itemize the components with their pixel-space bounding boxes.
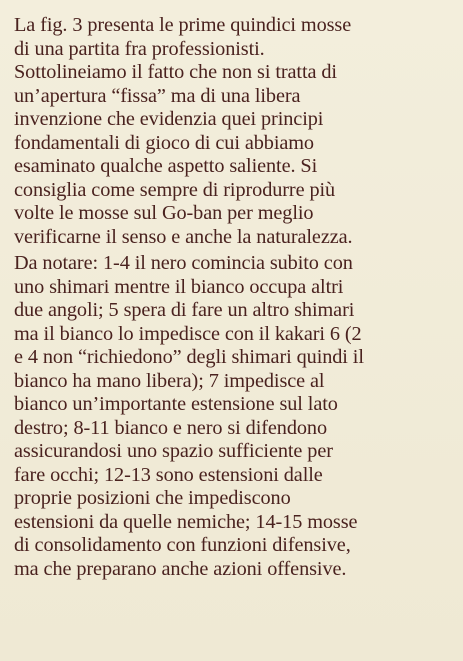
text-line: estensioni da quelle nemiche; 14-15 mosse xyxy=(14,510,358,533)
text-line: e 4 non “richiedono” degli shimari quindi il xyxy=(14,346,364,368)
text-line: verificarne il senso e anche la naturalezza. xyxy=(14,225,353,248)
text-line: invenzione che evidenzia quei principi xyxy=(14,108,324,130)
text-line: assicurandosi uno spazio sufficiente per xyxy=(14,440,333,462)
text-line: bianco un’importante estensione sul lato xyxy=(14,393,338,415)
text-line: di consolidamento con funzioni difensive, xyxy=(14,534,351,556)
paragraph-2 xyxy=(14,252,463,581)
text-line: due angoli; 5 spera di fare un altro shimari xyxy=(14,299,355,321)
text-line: proprie posizioni che impediscono xyxy=(14,487,291,509)
text-line: un’apertura “fissa” ma di una libera xyxy=(14,84,301,107)
text-line: destro; 8-11 bianco e nero si difendono xyxy=(14,416,328,439)
text-line: Da notare: 1-4 il nero comincia subito con xyxy=(14,252,353,274)
text-line: uno shimari mentre il bianco occupa altri xyxy=(14,275,344,298)
text-line: ma il bianco lo impedisce con il kakari 6 (2 xyxy=(14,322,362,345)
text-line: La fig. 3 presenta le prime quindici mosse xyxy=(14,14,352,36)
text-line: consiglia come sempre di riprodurre più xyxy=(14,178,336,201)
text-line: Sottolineiamo il fatto che non si tratta di xyxy=(14,61,337,83)
text-line: ma che preparano anche azioni offensive. xyxy=(14,557,347,580)
text-line: fare occhi; 12-13 sono estensioni dalle xyxy=(14,463,323,486)
text-line: esaminato qualche aspetto saliente. Si xyxy=(14,155,318,177)
text-line: bianco ha mano libera); 7 impedisce al xyxy=(14,369,325,392)
body-text xyxy=(14,14,463,581)
text-line: volte le mosse sul Go-ban per meglio xyxy=(14,202,314,224)
paragraph-1 xyxy=(14,14,463,249)
text-line: di una partita fra professionisti. xyxy=(14,37,265,60)
text-line: fondamentali di gioco di cui abbiamo xyxy=(14,131,314,154)
